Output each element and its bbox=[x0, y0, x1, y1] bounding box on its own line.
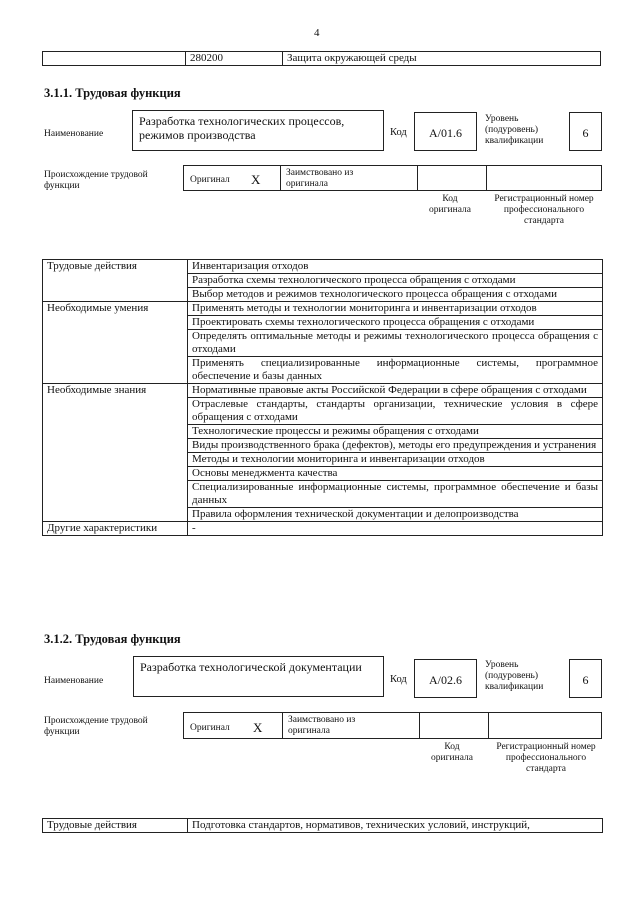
group-item: Разработка схемы технологического процесса обращения с отходами bbox=[188, 274, 603, 288]
table2-item: Подготовка стандартов, нормативов, технических условий, инструкций, bbox=[188, 819, 603, 833]
origin-label-1: Происхождение трудовой функции bbox=[44, 170, 148, 191]
group-label: Трудовые действия bbox=[43, 260, 188, 302]
group-item: Выбор методов и режимов технологического процесса обращения с отходами bbox=[188, 288, 603, 302]
group-item: - bbox=[188, 522, 603, 536]
group-label: Необходимые знания bbox=[43, 384, 188, 522]
table-row bbox=[43, 384, 603, 398]
group-item: Инвентаризация отходов bbox=[188, 260, 603, 274]
okz-code: 280200 bbox=[186, 52, 283, 66]
okz-name: Защита окружающей среды bbox=[283, 52, 601, 66]
group-item: Проектировать схемы технологического процесса обращения с отходами bbox=[188, 316, 603, 330]
group-label: Другие характеристики bbox=[43, 522, 188, 536]
function-name-1: Разработка технологических процессов, режимов производства bbox=[132, 110, 384, 151]
group-item: Нормативные правовые акты Российской Федерации в сфере обращения с отходами bbox=[188, 384, 603, 398]
reg-number-label-2: Регистрационный номер профессионального стандарта bbox=[496, 742, 596, 774]
borrowed-label-2: Заимствовано из оригинала bbox=[288, 715, 356, 736]
page-number: 4 bbox=[314, 27, 320, 39]
group-item: Применять методы и технологии мониторинга и инвентаризации отходов bbox=[188, 302, 603, 316]
group-item: Определять оптимальные методы и режимы технологического процесса обращения с отходами bbox=[188, 330, 603, 357]
group-item: Технологические процессы и режимы обращения с отходами bbox=[188, 425, 603, 439]
code-label-2: Код bbox=[390, 674, 407, 685]
group-item: Применять специализированные информационные системы, программное обеспечение и базы данных bbox=[188, 357, 603, 384]
table-row bbox=[43, 302, 603, 316]
group-item: Основы менеджмента качества bbox=[188, 467, 603, 481]
table2-group-label: Трудовые действия bbox=[43, 819, 188, 833]
original-label-1: Оригинал bbox=[190, 175, 230, 185]
section-heading-2: 3.1.2. Трудовая функция bbox=[44, 632, 181, 646]
group-label: Необходимые умения bbox=[43, 302, 188, 384]
name-label-1: Наименование bbox=[44, 129, 104, 139]
original-mark-1: X bbox=[251, 172, 261, 187]
level-label-2: Уровень (подуровень) квалификации bbox=[485, 660, 544, 692]
function-code-2: A/02.6 bbox=[414, 659, 477, 698]
code-original-label-2: Код оригинала bbox=[431, 742, 473, 763]
origin-label-2: Происхождение трудовой функции bbox=[44, 716, 148, 737]
group-item: Специализированные информационные системы, программное обеспечение и базы данных bbox=[188, 481, 603, 508]
level-value-2: 6 bbox=[569, 659, 602, 698]
empty-cell bbox=[43, 52, 186, 66]
original-mark-2: X bbox=[253, 720, 263, 735]
reg-number-label-1: Регистрационный номер профессионального стандарта bbox=[494, 194, 594, 226]
group-item: Методы и технологии мониторинга и инвентаризации отходов bbox=[188, 453, 603, 467]
origin-box-1 bbox=[183, 165, 602, 191]
group-item: Отраслевые стандарты, стандарты организации, технические условия в сфере обращения с отходами bbox=[188, 398, 603, 425]
code-label-1: Код bbox=[390, 127, 407, 138]
function-code-1: A/01.6 bbox=[414, 112, 477, 151]
borrowed-label-1: Заимствовано из оригинала bbox=[286, 168, 354, 189]
competency-table-2 bbox=[42, 818, 603, 833]
original-label-2: Оригинал bbox=[190, 723, 230, 733]
section-heading-1: 3.1.1. Трудовая функция bbox=[44, 86, 181, 100]
table-row bbox=[43, 260, 603, 274]
table-row bbox=[43, 522, 603, 536]
profession-code-table bbox=[42, 51, 601, 66]
level-label-1: Уровень (подуровень) квалификации bbox=[485, 114, 544, 146]
group-item: Правила оформления технической документации и делопроизводства bbox=[188, 508, 603, 522]
group-item: Виды производственного брака (дефектов), методы его предупреждения и устранения bbox=[188, 439, 603, 453]
code-original-label-1: Код оригинала bbox=[429, 194, 471, 215]
origin-box-2 bbox=[183, 712, 602, 739]
function-name-2: Разработка технологической документации bbox=[133, 656, 384, 697]
competency-table-1 bbox=[42, 259, 603, 536]
name-label-2: Наименование bbox=[44, 676, 104, 686]
level-value-1: 6 bbox=[569, 112, 602, 151]
